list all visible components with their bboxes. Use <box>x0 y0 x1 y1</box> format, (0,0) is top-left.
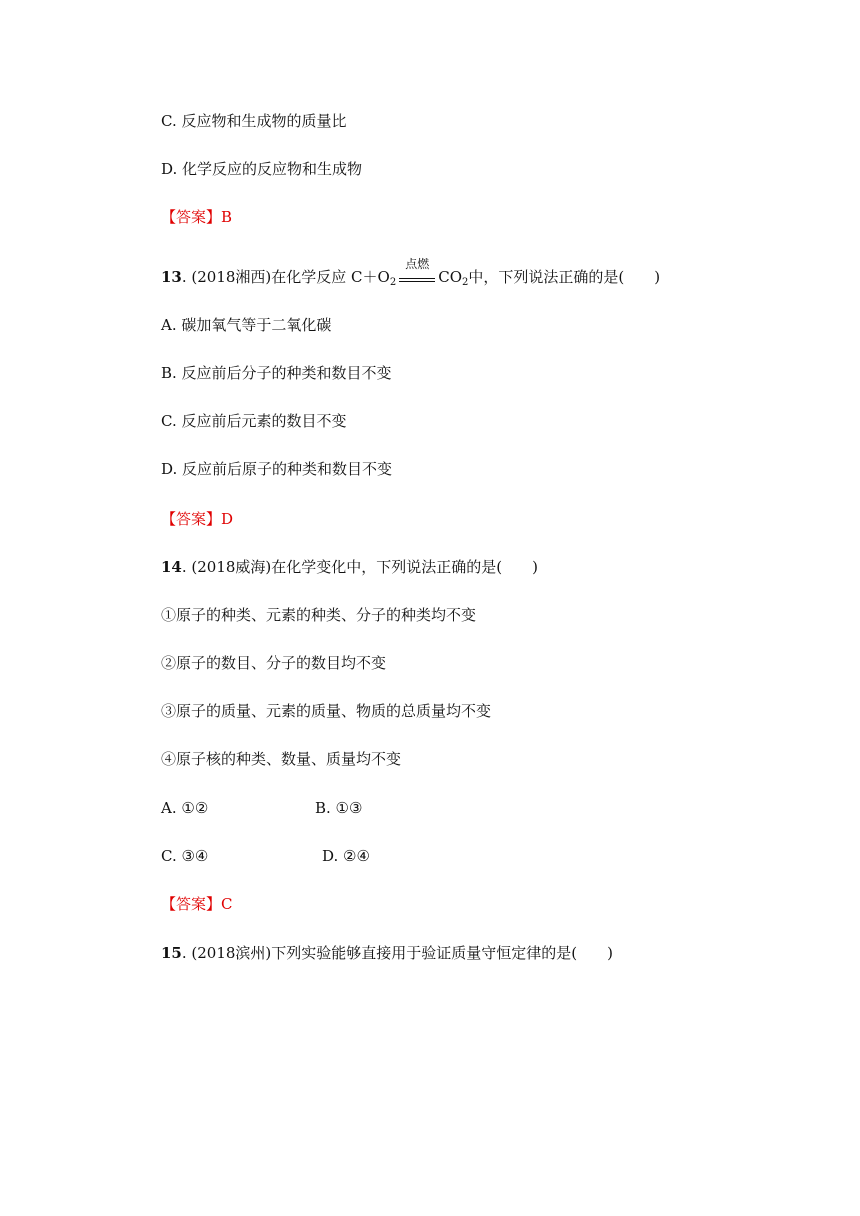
condition-label: 点燃 <box>405 257 430 271</box>
q13-option-d: D. 反应前后原子的种类和数目不变 <box>161 460 393 478</box>
q14-statement-4: ④原子核的种类、数量、质量均不变 <box>161 750 402 768</box>
q13-option-b: B. 反应前后分子的种类和数目不变 <box>161 364 392 382</box>
q13-stem <box>161 257 661 293</box>
q12-option-c: C. 反应物和生成物的质量比 <box>161 112 347 130</box>
q13-option-a: A. 碳加氧气等于二氧化碳 <box>161 316 332 334</box>
answer-value: C <box>221 895 233 913</box>
o2-subscript: 2 <box>389 277 397 288</box>
q15-stem <box>161 943 613 963</box>
q12-option-d: D. 化学反应的反应物和生成物 <box>161 160 363 178</box>
q14-option-c: C. ③④ <box>161 847 209 865</box>
q14-option-b: B. ①③ <box>315 799 363 817</box>
reaction-condition <box>398 257 436 287</box>
answer-label: 【答案】 <box>161 510 222 528</box>
answer-value: D <box>221 510 234 528</box>
stem-text: . (2018滨州)下列实验能够直接用于验证质量守恒定律的是( ) <box>181 944 613 962</box>
stem-suffix: 中，下列说法正确的是( ) <box>468 268 661 286</box>
answer-value: B <box>221 208 233 226</box>
stem-text: . (2018威海)在化学变化中，下列说法正确的是( ) <box>181 558 538 576</box>
q14-statement-3: ③原子的质量、元素的质量、物质的总质量均不变 <box>161 702 492 720</box>
q14-statement-1: ①原子的种类、元素的种类、分子的种类均不变 <box>161 606 477 624</box>
co2-subscript: 2 <box>462 277 469 288</box>
q14-option-a: A. ①② <box>161 799 209 817</box>
q14-stem <box>161 557 538 577</box>
question-number: 15 <box>161 944 182 962</box>
equals-line-top <box>399 278 435 279</box>
stem-prefix: . (2018湘西)在化学反应 C＋O <box>181 268 390 286</box>
answer-label: 【答案】 <box>161 208 222 226</box>
question-number: 14 <box>161 558 182 576</box>
co2-text: CO <box>438 268 462 286</box>
q13-option-c: C. 反应前后元素的数目不变 <box>161 412 347 430</box>
question-number: 13 <box>161 268 182 286</box>
q13-answer <box>161 509 233 529</box>
q14-statement-2: ②原子的数目、分子的数目均不变 <box>161 654 387 672</box>
equals-line-bottom <box>399 281 435 282</box>
q14-option-d: D. ②④ <box>322 847 370 865</box>
q14-answer <box>161 894 233 914</box>
answer-label: 【答案】 <box>161 895 222 913</box>
q12-answer <box>161 207 232 227</box>
